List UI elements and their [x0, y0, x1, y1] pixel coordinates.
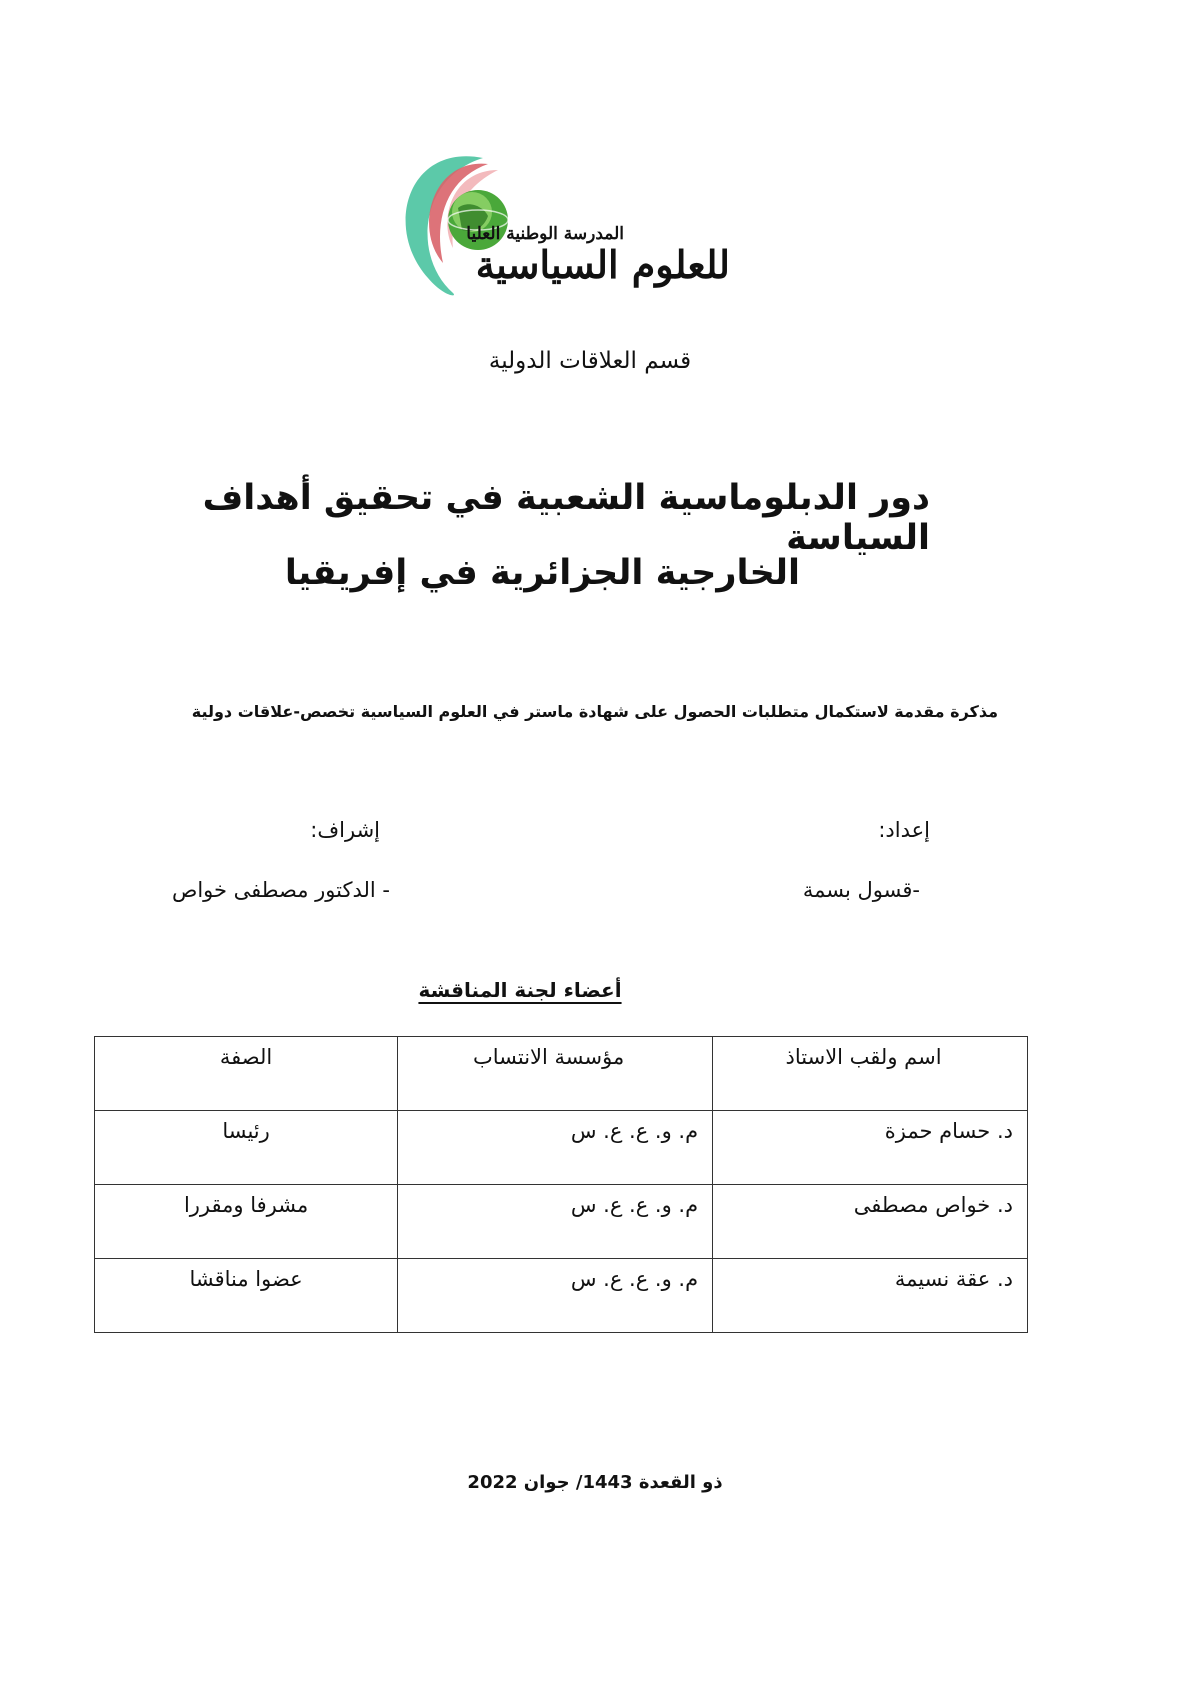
header-cell-name: اسم ولقب الاستاذ	[713, 1037, 1028, 1111]
submission-date: ذو القعدة 1443/ جوان 2022	[467, 1472, 723, 1493]
logo-line2: للعلوم السياسية	[475, 242, 730, 287]
member-name: د. عقة نسيمة	[713, 1259, 1028, 1333]
member-role: مشرفا ومقررا	[95, 1185, 398, 1259]
supervision-label: إشراف:	[310, 818, 380, 842]
school-logo	[388, 148, 728, 308]
prepared-by-label: إعداد:	[878, 818, 930, 842]
member-institution: م. و. ع. ع. س	[398, 1185, 713, 1259]
committee-table	[94, 1036, 1028, 1333]
title-line1: دور الدبلوماسية الشعبية في تحقيق أهداف السياسة	[202, 478, 930, 558]
member-name: د. حسام حمزة	[713, 1111, 1028, 1185]
header-cell-institution: مؤسسة الانتساب	[398, 1037, 713, 1111]
prepared-by-name: -قسول بسمة	[802, 878, 920, 902]
table-header-row	[95, 1037, 1028, 1111]
thesis-subtitle: مذكرة مقدمة لاستكمال متطلبات الحصول على شهادة ماستر في العلوم السياسية تخصص-علاقات دولية	[191, 702, 998, 721]
table-row	[95, 1185, 1028, 1259]
supervisor-name: - الدكتور مصطفى خواص	[171, 878, 390, 902]
table-row	[95, 1259, 1028, 1333]
member-institution: م. و. ع. ع. س	[398, 1111, 713, 1185]
logo-line1: المدرسة الوطنية العليا	[466, 224, 624, 244]
member-role: رئيسا	[95, 1111, 398, 1185]
member-institution: م. و. ع. ع. س	[398, 1259, 713, 1333]
department-name: قسم العلاقات الدولية	[488, 348, 692, 374]
committee-title: أعضاء لجنة المناقشة	[418, 978, 622, 1002]
table-row	[95, 1111, 1028, 1185]
header-cell-role: الصفة	[95, 1037, 398, 1111]
member-name: د. خواص مصطفى	[713, 1185, 1028, 1259]
title-line2: الخارجية الجزائرية في إفريقيا	[284, 553, 800, 593]
member-role: عضوا مناقشا	[95, 1259, 398, 1333]
